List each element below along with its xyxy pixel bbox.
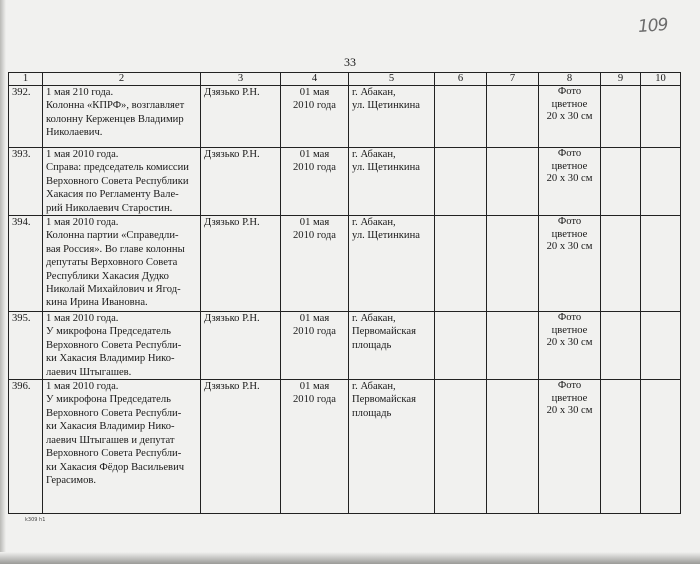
record-number: 395. (9, 312, 43, 380)
archive-stamp: k309 h1 (25, 517, 46, 523)
photo-description (43, 312, 201, 380)
photo-date (281, 380, 349, 514)
description-line: Хакасия по Регламенту Вале- (46, 189, 179, 201)
date-line: 01 мая (299, 87, 330, 98)
description-line: 1 мая 2010 года. (46, 217, 119, 229)
empty-cell (601, 380, 641, 514)
description-line: лаевич Штыгашев. (46, 366, 132, 378)
format-line: Фото (557, 380, 582, 392)
location-line: площадь (352, 339, 392, 351)
format-line: Фото (557, 86, 582, 97)
table-body (9, 86, 681, 514)
record-number: 392. (9, 86, 43, 148)
photo-author: Дзязько Р.Н. (201, 148, 281, 216)
location-line: Первомайская (352, 394, 416, 406)
description-line: ки Хакасия Владимир Нико- (46, 353, 175, 365)
description-line: 1 мая 210 года. (46, 87, 114, 98)
description-line: Республики Хакасия Дудко (46, 270, 169, 282)
photo-format (539, 86, 601, 148)
empty-cell (601, 148, 641, 216)
format-line: 20 х 30 см (546, 173, 593, 185)
empty-cell (641, 86, 681, 148)
description-line: У микрофона Председатель (46, 394, 172, 406)
column-header: 7 (487, 73, 539, 86)
photo-date (281, 216, 349, 312)
format-line: Фото (557, 148, 582, 159)
location-line: ул. Щетинкина (352, 100, 420, 112)
photo-format (539, 380, 601, 514)
empty-cell (487, 86, 539, 148)
description-line: ки Хакасия Фёдор Васильевич (46, 461, 185, 473)
description-line: 1 мая 2010 года. (46, 149, 119, 160)
column-header: 10 (641, 73, 681, 86)
photo-location (349, 312, 435, 380)
description-line: ки Хакасия Владимир Нико- (46, 421, 175, 433)
column-header: 9 (601, 73, 641, 86)
photo-date (281, 86, 349, 148)
empty-cell (435, 148, 487, 216)
photo-register-table (8, 72, 681, 514)
description-line: Николай Михайлович и Ягод- (46, 284, 181, 296)
description-line: вая Россия». Во главе колонны (46, 243, 185, 255)
table-row (9, 312, 681, 380)
photo-location (349, 86, 435, 148)
date-line: 01 мая (299, 313, 330, 325)
empty-cell (435, 216, 487, 312)
empty-cell (487, 216, 539, 312)
empty-cell (435, 312, 487, 380)
photo-date (281, 148, 349, 216)
description-line: депутаты Верховного Совета (46, 257, 178, 269)
column-header: 6 (435, 73, 487, 86)
empty-cell (435, 380, 487, 514)
photo-author: Дзязько Р.Н. (201, 86, 281, 148)
photo-author: Дзязько Р.Н. (201, 216, 281, 312)
date-line: 2010 года (292, 230, 336, 242)
empty-cell (487, 312, 539, 380)
empty-cell (435, 86, 487, 148)
date-line: 2010 года (292, 100, 336, 112)
empty-cell (641, 312, 681, 380)
empty-cell (641, 148, 681, 216)
photo-description (43, 86, 201, 148)
description-line: Верховного Совета Республики (46, 175, 189, 187)
location-line: г. Абакан, (352, 87, 396, 98)
location-line: г. Абакан, (352, 381, 396, 393)
photo-location (349, 216, 435, 312)
photo-format (539, 216, 601, 312)
column-header: 3 (201, 73, 281, 86)
date-line: 2010 года (292, 162, 336, 174)
description-line: колонну Керженцев Владимир (46, 113, 184, 125)
description-line: Верховного Совета Республи- (46, 448, 182, 460)
photo-location (349, 380, 435, 514)
photo-description (43, 380, 201, 514)
format-line: 20 х 30 см (546, 111, 593, 123)
column-header: 1 (9, 73, 43, 86)
column-number-header (9, 73, 681, 86)
photo-location (349, 148, 435, 216)
description-line: Справа: председатель комиссии (46, 162, 189, 174)
date-line: 01 мая (299, 381, 330, 393)
table-row (9, 86, 681, 148)
format-line: цветное (551, 392, 588, 404)
date-line: 2010 года (292, 394, 336, 406)
photo-description (43, 216, 201, 312)
record-number: 394. (9, 216, 43, 312)
handwritten-sheet-number: 109 (637, 14, 669, 38)
description-line: У микрофона Председатель (46, 326, 172, 338)
column-header: 4 (281, 73, 349, 86)
table-row (9, 380, 681, 514)
description-line: 1 мая 2010 года. (46, 381, 119, 393)
date-line: 01 мая (299, 217, 330, 229)
description-line: Верховного Совета Республи- (46, 339, 182, 351)
photo-author: Дзязько Р.Н. (201, 312, 281, 380)
description-line: Колонна «КПРФ», возглавляет (46, 100, 185, 112)
description-line: Верховного Совета Республи- (46, 407, 182, 419)
date-line: 2010 года (292, 326, 336, 338)
format-line: 20 х 30 см (546, 337, 593, 349)
photo-format (539, 148, 601, 216)
record-number: 393. (9, 148, 43, 216)
description-line: рий Николаевич Старостин. (46, 202, 173, 214)
page-bottom-shadow (0, 552, 700, 564)
location-line: площадь (352, 407, 392, 419)
column-header: 2 (43, 73, 201, 86)
location-line: ул. Щетинкина (352, 162, 420, 174)
photo-description (43, 148, 201, 216)
description-line: лаевич Штыгашев и депутат (46, 434, 175, 446)
photo-author: Дзязько Р.Н. (201, 380, 281, 514)
format-line: цветное (551, 324, 588, 336)
empty-cell (601, 86, 641, 148)
format-line: 20 х 30 см (546, 405, 593, 417)
location-line: ул. Щетинкина (352, 230, 420, 242)
description-line: кина Ирина Ивановна. (46, 297, 148, 309)
record-number: 396. (9, 380, 43, 514)
format-line: цветное (551, 98, 588, 110)
table-row (9, 216, 681, 312)
column-header: 8 (539, 73, 601, 86)
empty-cell (487, 148, 539, 216)
empty-cell (601, 312, 641, 380)
location-line: Первомайская (352, 326, 416, 338)
location-line: г. Абакан, (352, 313, 396, 325)
table-row (9, 148, 681, 216)
empty-cell (641, 380, 681, 514)
description-line: 1 мая 2010 года. (46, 313, 119, 325)
format-line: Фото (557, 216, 582, 228)
page-edge-shadow (0, 0, 6, 564)
photo-format (539, 312, 601, 380)
description-line: Герасимов. (46, 474, 97, 486)
empty-cell (601, 216, 641, 312)
format-line: цветное (551, 160, 588, 172)
column-header: 5 (349, 73, 435, 86)
photo-date (281, 312, 349, 380)
location-line: г. Абакан, (352, 149, 396, 160)
format-line: цветное (551, 228, 588, 240)
format-line: 20 х 30 см (546, 241, 593, 253)
page-number: 33 (344, 55, 356, 69)
location-line: г. Абакан, (352, 217, 396, 229)
empty-cell (641, 216, 681, 312)
format-line: Фото (557, 312, 582, 324)
description-line: Николаевич. (46, 127, 103, 139)
empty-cell (487, 380, 539, 514)
date-line: 01 мая (299, 149, 330, 160)
description-line: Колонна партии «Справедли- (46, 230, 179, 242)
